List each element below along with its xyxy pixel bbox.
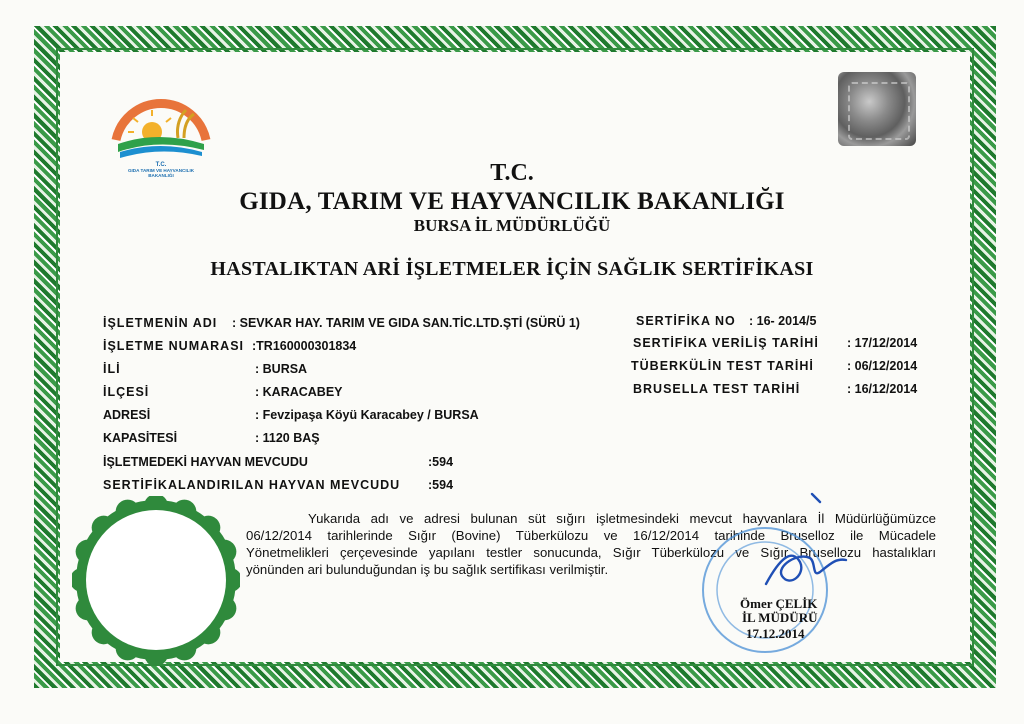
body-line-1: Yukarıda adı ve adresi bulunan süt sığırı işletmesindeki mevcut hayvanlara İl Müdürlüğümüzce <box>308 511 936 526</box>
brucella-value: : 16/12/2014 <box>847 382 918 396</box>
business-no-label: İŞLETME NUMARASI <box>103 339 244 353</box>
district-value: : KARACABEY <box>255 385 343 399</box>
brucella-label: BRUSELLA TEST TARİHİ <box>633 382 801 396</box>
hologram-sticker <box>838 72 916 146</box>
signature-icon <box>740 488 860 598</box>
animal-count-label: İŞLETMEDEKİ HAYVAN MEVCUDU <box>103 455 308 469</box>
business-name-label: İŞLETMENİN ADI <box>103 316 218 330</box>
district-label: İLÇESİ <box>103 385 150 399</box>
capacity-label: KAPASİTESİ <box>103 431 178 445</box>
cert-no-label: SERTİFİKA NO <box>636 314 736 328</box>
province-value: : BURSA <box>255 362 308 376</box>
signatory-title: İL MÜDÜRÜ <box>742 610 818 625</box>
capacity-value: : 1120 BAŞ <box>255 431 320 445</box>
svg-text:BAKANLIĞI: BAKANLIĞI <box>148 173 174 178</box>
issue-date-label: SERTİFİKA VERİLİŞ TARİHİ <box>633 336 819 350</box>
signatory-name: Ömer ÇELİK <box>740 596 818 611</box>
business-no-value: :TR160000301834 <box>252 339 357 353</box>
scalloped-seal <box>72 496 240 664</box>
certificate-title: HASTALIKTAN ARİ İŞLETMELER İÇİN SAĞLIK SERTİFİKASI <box>210 258 814 280</box>
ministry-name: GIDA, TARIM VE HAYVANCILIK BAKANLIĞI <box>239 188 785 215</box>
tuberculin-value: : 06/12/2014 <box>847 359 918 373</box>
animal-count-value: :594 <box>428 455 454 469</box>
svg-text:GIDA TARIM VE HAYVANCILIK: GIDA TARIM VE HAYVANCILIK <box>127 168 195 173</box>
cert-no-value: : 16- 2014/5 <box>749 314 817 328</box>
issue-date-value: : 17/12/2014 <box>847 336 918 350</box>
header-tc: T.C. <box>490 160 534 186</box>
tuberculin-label: TÜBERKÜLİN TEST TARİHİ <box>631 359 814 373</box>
svg-text:T.C.: T.C. <box>155 162 167 168</box>
province-label: İLİ <box>103 362 121 376</box>
address-value: : Fevzipaşa Köyü Karacabey / BURSA <box>255 408 479 422</box>
body-line-4: yönünden ari bulunduğundan iş bu sağlık sertifikası verilmiştir. <box>246 562 609 577</box>
body-line-2: 06/12/2014 tarihlerinde Sığır (Bovine) Tüberkülozu ve 16/12/2014 tarihinde Bruselloz ile Mücadele <box>246 528 936 543</box>
certified-count-label: SERTİFİKALANDIRILAN HAYVAN MEVCUDU <box>103 478 401 492</box>
address-label: ADRESİ <box>103 408 151 422</box>
business-name-value: : SEVKAR HAY. TARIM VE GIDA SAN.TİC.LTD.ŞTİ (SÜRÜ 1) <box>232 316 580 330</box>
signature-date: 17.12.2014 <box>746 626 805 641</box>
directorate-name: BURSA İL MÜDÜRLÜĞÜ <box>413 216 611 235</box>
body-line-3: Yönetmelikleri çerçevesinde yapılanı testler sonucunda, Sığır Tüberkülozu ve Sığır Brusellozu hastalıkları <box>246 545 936 560</box>
certified-count-value: :594 <box>428 478 454 492</box>
